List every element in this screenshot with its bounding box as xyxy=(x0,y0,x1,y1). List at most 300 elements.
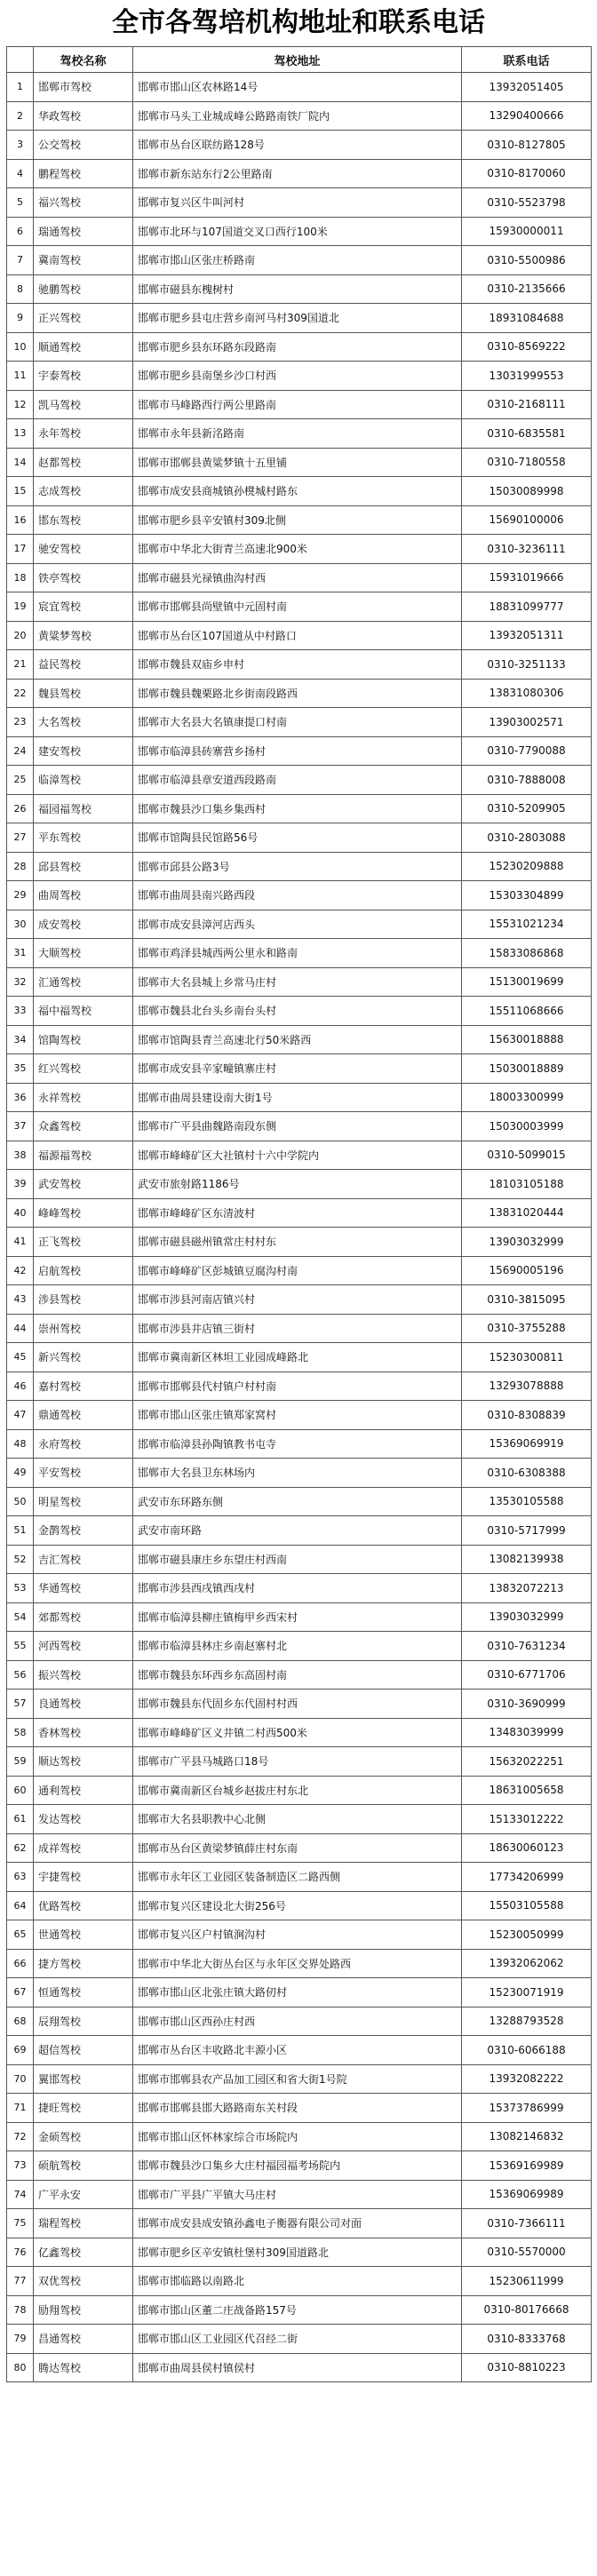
school-name: 福园福驾校 xyxy=(34,794,133,823)
row-index: 41 xyxy=(7,1228,34,1257)
school-address: 邯郸市丛台区联纺路128号 xyxy=(133,131,462,160)
school-address: 邯郸市涉县井店镇三街村 xyxy=(133,1314,462,1343)
row-index: 48 xyxy=(7,1429,34,1459)
school-name: 福源福驾校 xyxy=(34,1141,133,1170)
table-row xyxy=(7,188,592,218)
table-row xyxy=(7,1833,592,1863)
row-index: 32 xyxy=(7,967,34,997)
phone-number: 0310-7888008 xyxy=(462,766,592,795)
table-row xyxy=(7,2295,592,2325)
table-row xyxy=(7,535,592,564)
school-name: 华政驾校 xyxy=(34,101,133,131)
school-name: 武安驾校 xyxy=(34,1170,133,1199)
school-address: 邯郸市大名县城上乡常马庄村 xyxy=(133,967,462,997)
table-row xyxy=(7,2151,592,2181)
row-index: 55 xyxy=(7,1632,34,1661)
school-name: 宇捷驾校 xyxy=(34,1863,133,1892)
row-index: 75 xyxy=(7,2209,34,2238)
row-index: 26 xyxy=(7,794,34,823)
table-row xyxy=(7,131,592,160)
table-row xyxy=(7,1285,592,1315)
school-address: 邯郸市曲周县南兴路西段 xyxy=(133,881,462,910)
phone-number: 15030018889 xyxy=(462,1054,592,1084)
school-name: 成祥驾校 xyxy=(34,1833,133,1863)
school-name: 峰峰驾校 xyxy=(34,1198,133,1228)
school-name: 红兴驾校 xyxy=(34,1054,133,1084)
school-address: 邯郸市磁县东槐树村 xyxy=(133,274,462,304)
table-row xyxy=(7,650,592,680)
school-name: 涉县驾校 xyxy=(34,1285,133,1315)
phone-number: 18630060123 xyxy=(462,1833,592,1863)
school-name: 大顺驾校 xyxy=(34,939,133,968)
school-address: 邯郸市中华北大街丛台区与永年区交界处路西 xyxy=(133,1949,462,1978)
phone-number: 15133012222 xyxy=(462,1805,592,1834)
row-index: 12 xyxy=(7,390,34,419)
table-row xyxy=(7,967,592,997)
table-row xyxy=(7,679,592,708)
row-index: 19 xyxy=(7,592,34,622)
school-address: 邯郸市磁县磁州镇常庄村村东 xyxy=(133,1228,462,1257)
school-address: 邯郸市曲周县侯村镇侯村 xyxy=(133,2353,462,2382)
school-address: 邯郸市临漳县林庄乡南赵寨村北 xyxy=(133,1632,462,1661)
table-row xyxy=(7,736,592,766)
school-address: 邯郸市邯郸县代村镇户村村南 xyxy=(133,1371,462,1401)
school-address: 邯郸市邯山区西孙庄村西 xyxy=(133,2007,462,2036)
phone-number: 18003300999 xyxy=(462,1083,592,1112)
school-name: 新兴驾校 xyxy=(34,1343,133,1372)
phone-number: 17734206999 xyxy=(462,1863,592,1892)
school-address: 武安市东环路东侧 xyxy=(133,1487,462,1516)
table-row xyxy=(7,2094,592,2123)
table-row xyxy=(7,1516,592,1546)
school-name: 华通驾校 xyxy=(34,1574,133,1603)
table-row xyxy=(7,1141,592,1170)
phone-number: 0310-3236111 xyxy=(462,535,592,564)
phone-number: 0310-2135666 xyxy=(462,274,592,304)
table-row xyxy=(7,852,592,881)
row-index: 23 xyxy=(7,708,34,737)
school-name: 魏县驾校 xyxy=(34,679,133,708)
table-row xyxy=(7,766,592,795)
school-name: 邯郸市驾校 xyxy=(34,73,133,102)
table-row xyxy=(7,274,592,304)
phone-number: 15630018888 xyxy=(462,1025,592,1054)
table-row xyxy=(7,217,592,246)
table-row xyxy=(7,1747,592,1777)
school-name: 广平永安 xyxy=(34,2180,133,2209)
phone-number: 15030003999 xyxy=(462,1112,592,1141)
phone-number: 15369069989 xyxy=(462,2180,592,2209)
school-address: 邯郸市冀南新区林坦工业园成峰路北 xyxy=(133,1343,462,1372)
school-name: 铁亭驾校 xyxy=(34,563,133,592)
school-name: 永府驾校 xyxy=(34,1429,133,1459)
phone-number: 0310-8569222 xyxy=(462,332,592,362)
row-index: 62 xyxy=(7,1833,34,1863)
table-row xyxy=(7,419,592,449)
school-name: 励翔驾校 xyxy=(34,2295,133,2325)
school-name: 捷方驾校 xyxy=(34,1949,133,1978)
phone-number: 13031999553 xyxy=(462,362,592,391)
school-address: 邯郸市磁县光禄镇曲沟村西 xyxy=(133,563,462,592)
phone-number: 0310-8810223 xyxy=(462,2353,592,2382)
table-row xyxy=(7,1429,592,1459)
phone-number: 15503105588 xyxy=(462,1891,592,1920)
table-row xyxy=(7,1776,592,1805)
school-name: 平东驾校 xyxy=(34,823,133,853)
school-name: 香林驾校 xyxy=(34,1718,133,1747)
school-address: 邯郸市肥乡县屯庄营乡南河马村309国道北 xyxy=(133,304,462,333)
table-row xyxy=(7,939,592,968)
row-index: 37 xyxy=(7,1112,34,1141)
school-address: 邯郸市大名县大名镇康提口村南 xyxy=(133,708,462,737)
phone-number: 0310-5570000 xyxy=(462,2238,592,2267)
school-address: 邯郸市魏县双庙乡申村 xyxy=(133,650,462,680)
school-address: 邯郸市邯山区农林路14号 xyxy=(133,73,462,102)
phone-number: 15931019666 xyxy=(462,563,592,592)
school-name: 馆陶驾校 xyxy=(34,1025,133,1054)
table-row xyxy=(7,1198,592,1228)
row-index: 70 xyxy=(7,2064,34,2094)
row-index: 21 xyxy=(7,650,34,680)
table-row xyxy=(7,2180,592,2209)
school-address: 邯郸市广平县马城路口18号 xyxy=(133,1747,462,1777)
row-index: 47 xyxy=(7,1401,34,1430)
row-index: 64 xyxy=(7,1891,34,1920)
table-row xyxy=(7,708,592,737)
school-address: 邯郸市峰峰矿区东清波村 xyxy=(133,1198,462,1228)
school-address: 邯郸市临漳县章安道西段路南 xyxy=(133,766,462,795)
school-address: 邯郸市邯郸县农产品加工园区和省大街1号院 xyxy=(133,2064,462,2094)
school-name: 建安驾校 xyxy=(34,736,133,766)
school-name: 昌通驾校 xyxy=(34,2325,133,2354)
table-row xyxy=(7,997,592,1026)
school-name: 公交驾校 xyxy=(34,131,133,160)
school-name: 硕航驾校 xyxy=(34,2151,133,2181)
row-index: 11 xyxy=(7,362,34,391)
row-index: 69 xyxy=(7,2036,34,2065)
school-name: 超信驾校 xyxy=(34,2036,133,2065)
row-index: 20 xyxy=(7,621,34,650)
phone-number: 0310-5099015 xyxy=(462,1141,592,1170)
row-index: 39 xyxy=(7,1170,34,1199)
phone-number: 0310-3815095 xyxy=(462,1285,592,1315)
phone-number: 0310-80176668 xyxy=(462,2295,592,2325)
phone-number: 15303304899 xyxy=(462,881,592,910)
school-name: 瑞程驾校 xyxy=(34,2209,133,2238)
phone-number: 13293078888 xyxy=(462,1371,592,1401)
school-address: 邯郸市鸡泽县城西两公里永和路南 xyxy=(133,939,462,968)
table-row xyxy=(7,246,592,275)
row-index: 71 xyxy=(7,2094,34,2123)
school-address: 邯郸市中华北大街青兰高速北900米 xyxy=(133,535,462,564)
school-address: 邯郸市邯郸县黄粱梦镇十五里铺 xyxy=(133,448,462,477)
school-name: 优路驾校 xyxy=(34,1891,133,1920)
row-index: 49 xyxy=(7,1459,34,1488)
school-address: 邯郸市复兴区建设北大街256号 xyxy=(133,1891,462,1920)
phone-number: 15690100006 xyxy=(462,505,592,535)
table-row xyxy=(7,304,592,333)
row-index: 78 xyxy=(7,2295,34,2325)
phone-number: 0310-5523798 xyxy=(462,188,592,218)
table-row xyxy=(7,910,592,939)
row-index: 63 xyxy=(7,1863,34,1892)
school-name: 亿鑫驾校 xyxy=(34,2238,133,2267)
row-index: 59 xyxy=(7,1747,34,1777)
table-row xyxy=(7,2064,592,2094)
school-name: 鼎通驾校 xyxy=(34,1401,133,1430)
table-row xyxy=(7,73,592,102)
school-name: 鹏程驾校 xyxy=(34,159,133,188)
school-address: 邯郸市永年县新洺路南 xyxy=(133,419,462,449)
school-name: 邱县驾校 xyxy=(34,852,133,881)
school-name: 振兴驾校 xyxy=(34,1660,133,1690)
school-address: 邯郸市丛台区黄梁梦镇薛庄村东南 xyxy=(133,1833,462,1863)
table-row xyxy=(7,101,592,131)
phone-number: 0310-7180558 xyxy=(462,448,592,477)
school-address: 邯郸市峰峰矿区彭城镇豆腐沟村南 xyxy=(133,1256,462,1285)
row-index: 29 xyxy=(7,881,34,910)
row-index: 8 xyxy=(7,274,34,304)
table-row xyxy=(7,159,592,188)
school-name: 大名驾校 xyxy=(34,708,133,737)
table-row xyxy=(7,505,592,535)
school-address: 邯郸市大名县职教中心北侧 xyxy=(133,1805,462,1834)
school-address: 邯郸市肥乡县辛安镇村309北侧 xyxy=(133,505,462,535)
school-name: 瑞通驾校 xyxy=(34,217,133,246)
row-index: 1 xyxy=(7,73,34,102)
phone-number: 0310-5500986 xyxy=(462,246,592,275)
phone-number: 15230209888 xyxy=(462,852,592,881)
phone-number: 18931084688 xyxy=(462,304,592,333)
table-row xyxy=(7,1718,592,1747)
table-row xyxy=(7,448,592,477)
school-address: 邯郸市邯山区董二庄战备路157号 xyxy=(133,2295,462,2325)
phone-number: 15230300811 xyxy=(462,1343,592,1372)
school-name: 翼邯驾校 xyxy=(34,2064,133,2094)
school-address: 邯郸市馆陶县民馆路56号 xyxy=(133,823,462,853)
row-index: 58 xyxy=(7,1718,34,1747)
phone-number: 0310-7366111 xyxy=(462,2209,592,2238)
school-address: 邯郸市邯郸县尚壁镇中元固村南 xyxy=(133,592,462,622)
school-name: 宇泰驾校 xyxy=(34,362,133,391)
school-address: 邯郸市冀南新区台城乡赵拔庄村东北 xyxy=(133,1776,462,1805)
phone-number: 13932051405 xyxy=(462,73,592,102)
table-row xyxy=(7,1401,592,1430)
school-name: 凯马驾校 xyxy=(34,390,133,419)
table-row xyxy=(7,1978,592,2008)
phone-number: 15531021234 xyxy=(462,910,592,939)
table-row xyxy=(7,2036,592,2065)
table-row xyxy=(7,1920,592,1950)
row-index: 7 xyxy=(7,246,34,275)
row-index: 30 xyxy=(7,910,34,939)
table-row xyxy=(7,2353,592,2382)
school-address: 邯郸市临漳县柳庄镇梅甲乡西宋村 xyxy=(133,1602,462,1632)
school-name: 志成驾校 xyxy=(34,477,133,506)
school-name: 驰安驾校 xyxy=(34,535,133,564)
phone-number: 0310-3690999 xyxy=(462,1690,592,1719)
phone-number: 0310-3251133 xyxy=(462,650,592,680)
header-index xyxy=(7,47,34,73)
table-row xyxy=(7,477,592,506)
row-index: 43 xyxy=(7,1285,34,1315)
phone-number: 13903032999 xyxy=(462,1228,592,1257)
school-name: 驰鹏驾校 xyxy=(34,274,133,304)
phone-number: 15930000011 xyxy=(462,217,592,246)
school-name: 正飞驾校 xyxy=(34,1228,133,1257)
row-index: 22 xyxy=(7,679,34,708)
row-index: 31 xyxy=(7,939,34,968)
school-name: 捷旺驾校 xyxy=(34,2094,133,2123)
row-index: 34 xyxy=(7,1025,34,1054)
school-name: 黄粱梦驾校 xyxy=(34,621,133,650)
school-name: 吉汇驾校 xyxy=(34,1545,133,1574)
school-address: 邯郸市复兴区户村镇涧沟村 xyxy=(133,1920,462,1950)
page-title: 全市各驾培机构地址和联系电话 xyxy=(112,7,485,38)
row-index: 33 xyxy=(7,997,34,1026)
table-row xyxy=(7,1602,592,1632)
school-address: 邯郸市邯山区张庄镇郑家窝村 xyxy=(133,1401,462,1430)
row-index: 61 xyxy=(7,1805,34,1834)
row-index: 4 xyxy=(7,159,34,188)
table-row xyxy=(7,1805,592,1834)
row-index: 15 xyxy=(7,477,34,506)
school-address: 邯郸市丛台区107国道从中村路口 xyxy=(133,621,462,650)
phone-number: 15230071919 xyxy=(462,1978,592,2008)
table-body xyxy=(7,73,592,2382)
school-address: 邯郸市成安县成安镇孙鑫电子衡器有限公司对面 xyxy=(133,2209,462,2238)
phone-number: 0310-5717999 xyxy=(462,1516,592,1546)
row-index: 67 xyxy=(7,1978,34,2008)
row-index: 65 xyxy=(7,1920,34,1950)
table-row xyxy=(7,1112,592,1141)
school-address: 邯郸市大名县卫东林场内 xyxy=(133,1459,462,1488)
phone-number: 15230050999 xyxy=(462,1920,592,1950)
school-address: 邯郸市磁县康庄乡东望庄村西南 xyxy=(133,1545,462,1574)
school-name: 成安驾校 xyxy=(34,910,133,939)
phone-number: 0310-8170060 xyxy=(462,159,592,188)
school-address: 邯郸市邯山区张庄桥路南 xyxy=(133,246,462,275)
phone-number: 13082146832 xyxy=(462,2122,592,2151)
phone-number: 15373786999 xyxy=(462,2094,592,2123)
table-row xyxy=(7,1459,592,1488)
school-address: 邯郸市北环与107国道交叉口西行100米 xyxy=(133,217,462,246)
row-index: 44 xyxy=(7,1314,34,1343)
table-header-row xyxy=(7,47,592,73)
row-index: 72 xyxy=(7,2122,34,2151)
phone-number: 13288793528 xyxy=(462,2007,592,2036)
phone-number: 15369169989 xyxy=(462,2151,592,2181)
row-index: 66 xyxy=(7,1949,34,1978)
table-row xyxy=(7,1025,592,1054)
school-name: 赵都驾校 xyxy=(34,448,133,477)
table-row xyxy=(7,881,592,910)
school-name: 明星驾校 xyxy=(34,1487,133,1516)
header-school-name: 驾校名称 xyxy=(34,47,133,73)
school-name: 宸宜驾校 xyxy=(34,592,133,622)
phone-number: 0310-6066188 xyxy=(462,2036,592,2065)
school-name: 冀南驾校 xyxy=(34,246,133,275)
school-address: 邯郸市复兴区牛叫河村 xyxy=(133,188,462,218)
school-address: 邯郸市临漳县砖寨营乡扬村 xyxy=(133,736,462,766)
school-name: 嘉村驾校 xyxy=(34,1371,133,1401)
phone-number: 18103105188 xyxy=(462,1170,592,1199)
school-name: 众鑫驾校 xyxy=(34,1112,133,1141)
row-index: 60 xyxy=(7,1776,34,1805)
phone-number: 0310-8333768 xyxy=(462,2325,592,2354)
phone-number: 15511068666 xyxy=(462,997,592,1026)
phone-number: 15030089998 xyxy=(462,477,592,506)
school-name: 金硕驾校 xyxy=(34,2122,133,2151)
table-row xyxy=(7,1054,592,1084)
school-name: 正兴驾校 xyxy=(34,304,133,333)
school-name: 世通驾校 xyxy=(34,1920,133,1950)
table-row xyxy=(7,794,592,823)
row-index: 5 xyxy=(7,188,34,218)
table-row xyxy=(7,390,592,419)
phone-number: 0310-2803088 xyxy=(462,823,592,853)
table-row xyxy=(7,1228,592,1257)
table-row xyxy=(7,2325,592,2354)
school-name: 平安驾校 xyxy=(34,1459,133,1488)
school-address: 邯郸市马峰路西行两公里路南 xyxy=(133,390,462,419)
table-row xyxy=(7,332,592,362)
table-row xyxy=(7,621,592,650)
table-row xyxy=(7,592,592,622)
table-row xyxy=(7,1371,592,1401)
row-index: 45 xyxy=(7,1343,34,1372)
school-address: 邯郸市邯临路以南路北 xyxy=(133,2267,462,2296)
row-index: 74 xyxy=(7,2180,34,2209)
row-index: 3 xyxy=(7,131,34,160)
phone-number: 0310-7631234 xyxy=(462,1632,592,1661)
row-index: 42 xyxy=(7,1256,34,1285)
school-address: 邯郸市肥乡县东环路东段路南 xyxy=(133,332,462,362)
phone-number: 0310-6835581 xyxy=(462,419,592,449)
phone-number: 15130019699 xyxy=(462,967,592,997)
phone-number: 13903032999 xyxy=(462,1602,592,1632)
school-address: 邯郸市涉县西戌镇西戌村 xyxy=(133,1574,462,1603)
row-index: 14 xyxy=(7,448,34,477)
school-address: 邯郸市邯山区工业园区代召经二街 xyxy=(133,2325,462,2354)
school-address: 邯郸市广平县广平镇大马庄村 xyxy=(133,2180,462,2209)
table-row xyxy=(7,1170,592,1199)
row-index: 25 xyxy=(7,766,34,795)
school-address: 邯郸市邯山区北张庄镇大路仞村 xyxy=(133,1978,462,2008)
school-address: 邯郸市新东站东行2公里路南 xyxy=(133,159,462,188)
school-name: 顺通驾校 xyxy=(34,332,133,362)
row-index: 24 xyxy=(7,736,34,766)
phone-number: 18831099777 xyxy=(462,592,592,622)
school-address: 邯郸市临漳县孙陶镇教书屯寺 xyxy=(133,1429,462,1459)
row-index: 6 xyxy=(7,217,34,246)
table-row xyxy=(7,362,592,391)
phone-number: 15690005196 xyxy=(462,1256,592,1285)
school-name: 金鹊驾校 xyxy=(34,1516,133,1546)
row-index: 36 xyxy=(7,1083,34,1112)
school-address: 邯郸市峰峰矿区义井镇二村西500米 xyxy=(133,1718,462,1747)
phone-number: 15230611999 xyxy=(462,2267,592,2296)
school-address: 邯郸市永年区工业园区装备制造区二路西侧 xyxy=(133,1863,462,1892)
row-index: 54 xyxy=(7,1602,34,1632)
school-address: 武安市旅射路1186号 xyxy=(133,1170,462,1199)
table-row xyxy=(7,1891,592,1920)
phone-number: 13290400666 xyxy=(462,101,592,131)
row-index: 40 xyxy=(7,1198,34,1228)
phone-number: 18631005658 xyxy=(462,1776,592,1805)
table-row xyxy=(7,1343,592,1372)
school-name: 永祥驾校 xyxy=(34,1083,133,1112)
